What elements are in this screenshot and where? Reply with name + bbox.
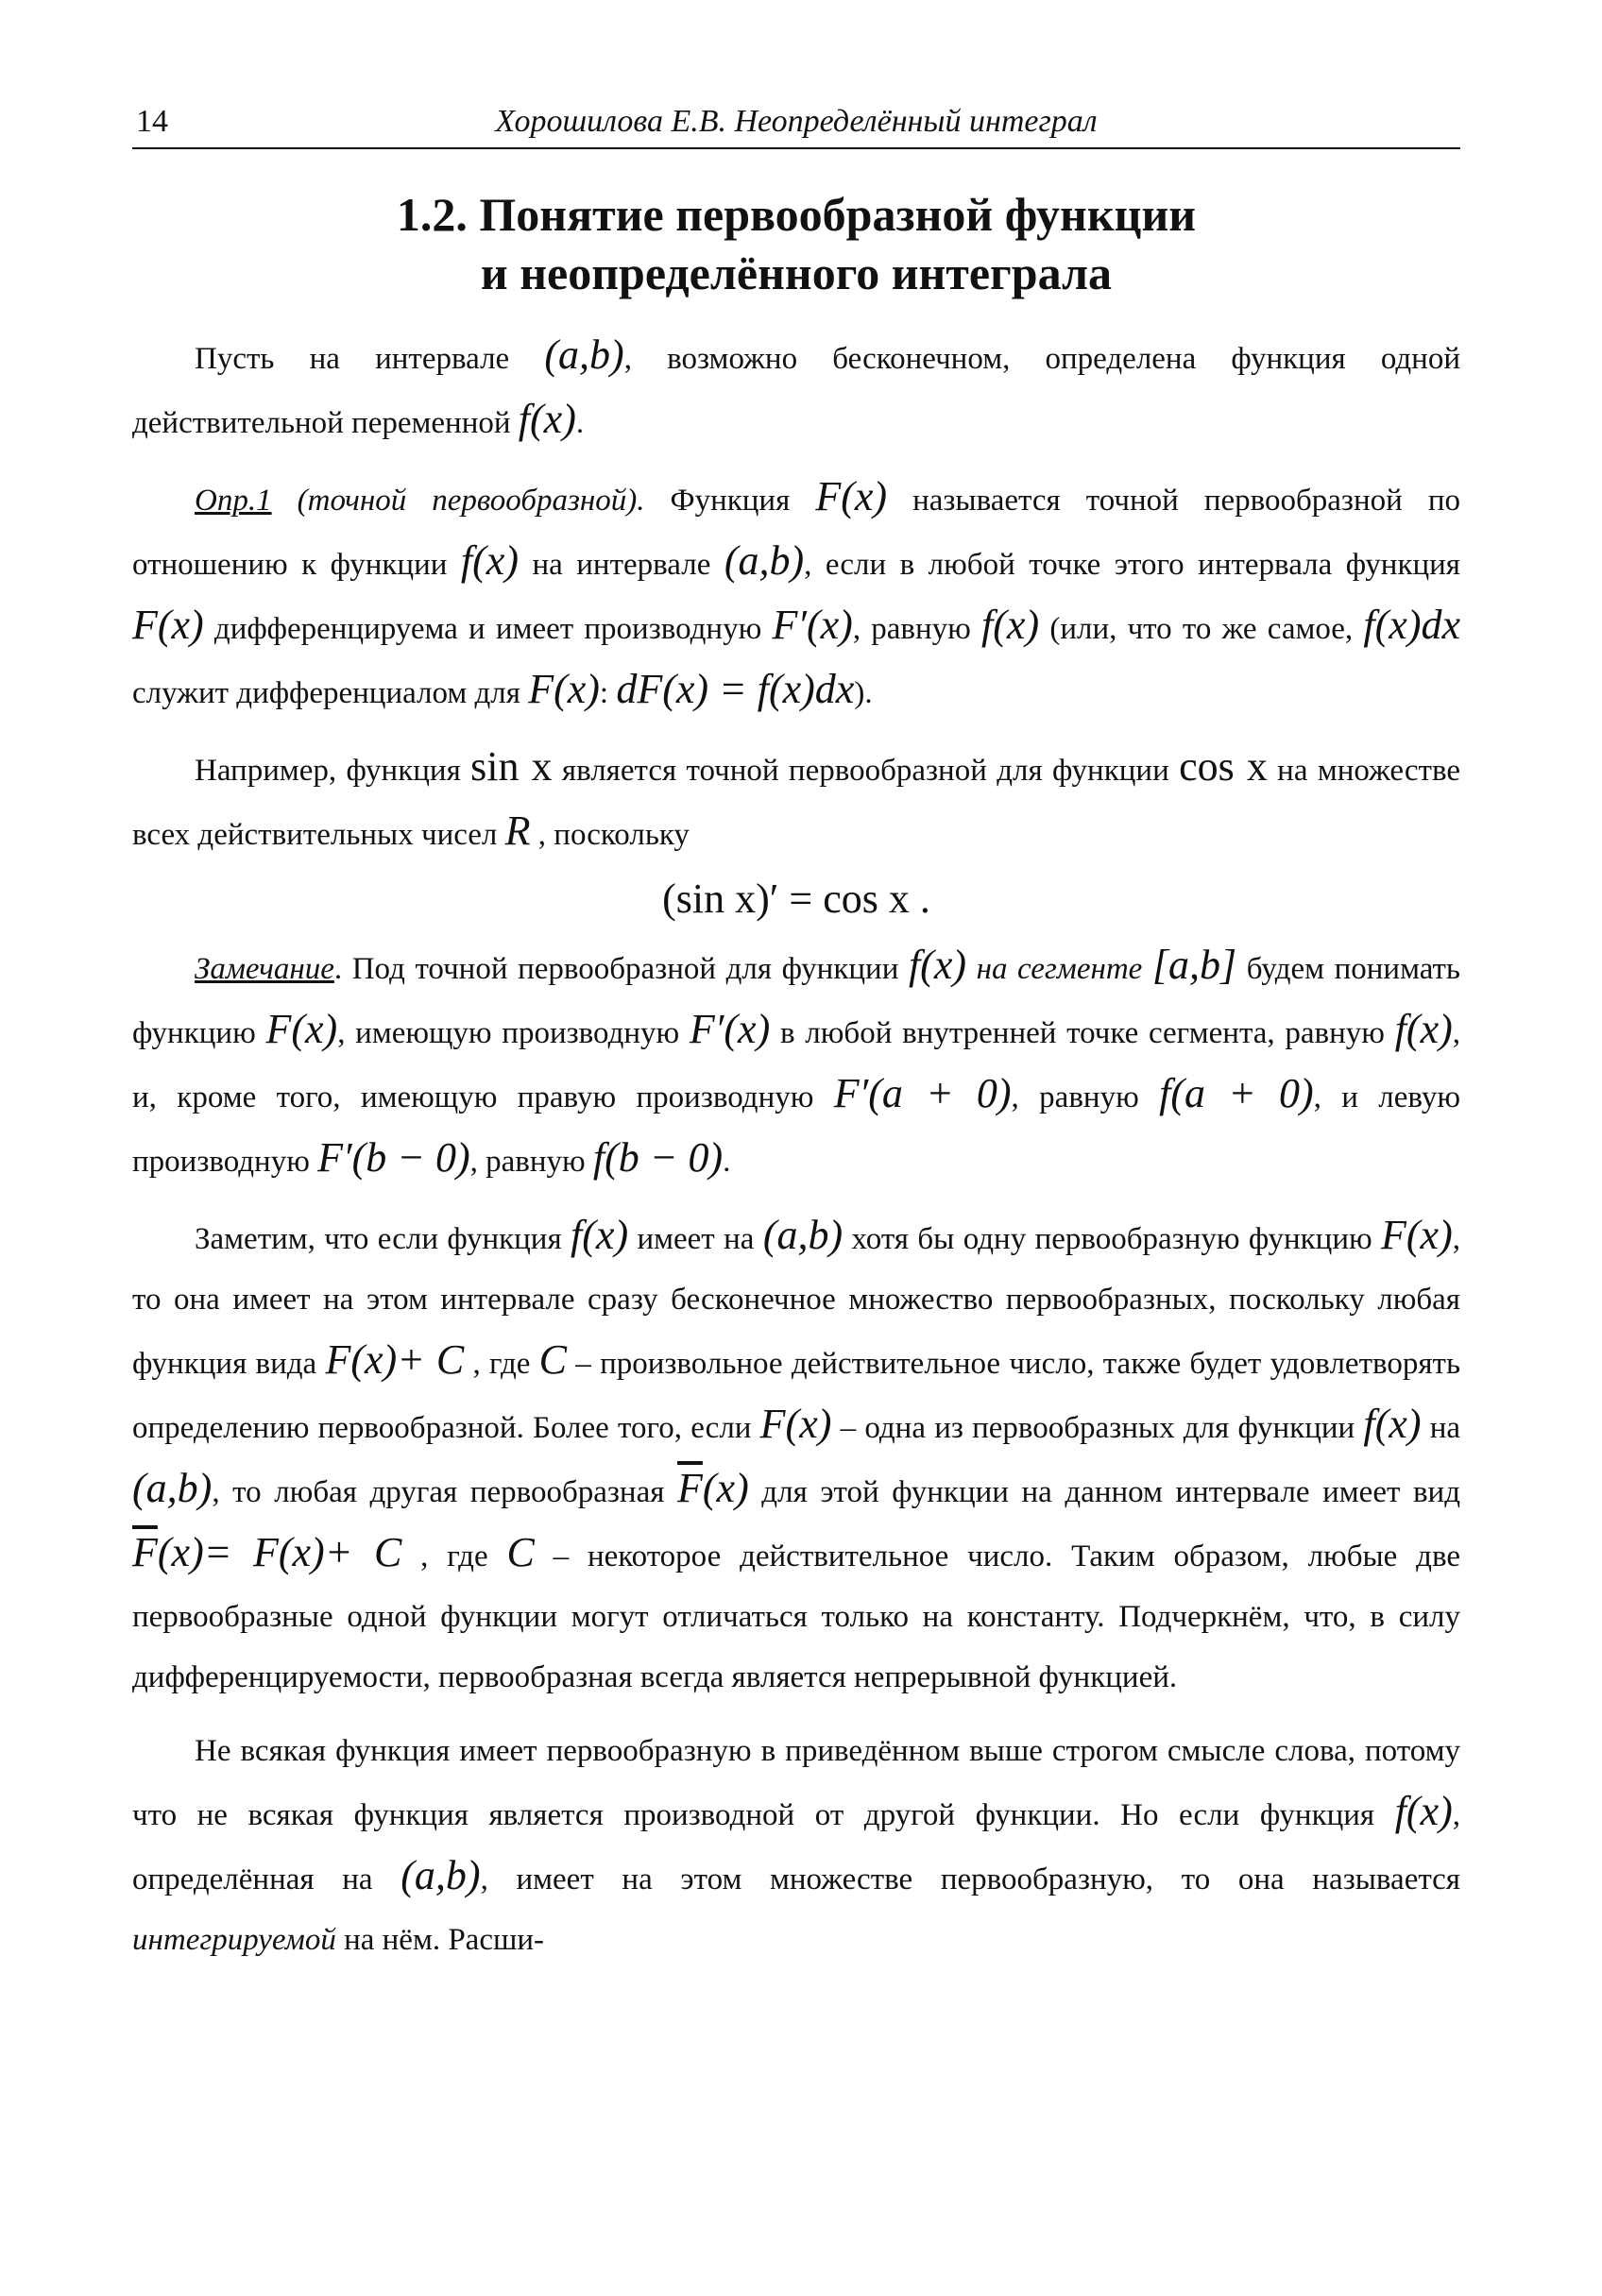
page-header <box>132 98 1460 149</box>
formula-sin-derivative: (sin x)′ = cos x . <box>662 876 930 922</box>
section-title-line2: и неопределённого интеграла <box>480 247 1113 299</box>
remark: Замечание. Под точной первообразной для функции f(x) на сегменте [a,b] будем понимать функцию F(x), имеющую производную F′(x) в любой внутренней точке сегмента, равную f(x), и, кроме того, имеющую правую производную F′(a + 0), равную f(a + 0), и левую производную F′(b − 0), равную f(b − 0). <box>132 942 1460 1181</box>
running-title: Хорошилова Е.В. Неопределённый интеграл <box>495 104 1098 139</box>
paragraph-antiderivatives: Заметим, что если функция f(x) имеет на (a,b) хотя бы одну первообразную функцию F(x), то она имеет на этом интервале сразу бесконечное множество первообразных, поскольку любая функция вида F(x)+ C , где C – произвольное действительное число, также будет удовлетворять определению первообразной. Более того, если F(x) – одна из первообразных для функции f(x) на (a,b), то любая другая первообразная $\overline{F}(x)$ для этой функции на данном интервале имеет вид $\overline{F}(x)= F(x)+ C$ , где C – некоторое действительное число. Таким образом, любые две первообразные одной функции могут отличаться только на константу. Подчеркнём, что, в силу дифференцируемости, первообразная всегда является непрерывной функцией. <box>132 1212 1460 1694</box>
paragraph-integrable: Не всякая функция имеет первообразную в приведённом выше строгом смысле слова, потому что не всякая функция является производной от другой функции. Но если функция f(x), определённая на (a,b), имеет на этом множестве первообразную, то она называется интегрируемой на нём. Расши- <box>132 1734 1460 1957</box>
paragraph-example: Например, функция sin x является точной первообразной для функции cos x на множестве всех действительных чисел R , поскольку <box>132 743 1460 854</box>
remark-label: Замечание <box>195 952 334 986</box>
body-text <box>132 325 1460 1970</box>
definition-1: Опр.1 (точной первообразной). Функция F(x) называется точной первообразной по отношению к функции f(x) на интервале (a,b), если в любой точке этого интервала функция F(x) дифференцируема и имеет производную F′(x), равную f(x) (или, что то же самое, f(x)dx служит дифференциалом для F(x): dF(x) = f(x)dx). <box>132 473 1460 712</box>
section-title <box>132 185 1460 302</box>
term-integrable: интегрируемой <box>132 1923 336 1957</box>
definition-label: Опр.1 <box>195 484 272 518</box>
page-number: 14 <box>136 104 168 139</box>
section-title-line1: 1.2. Понятие первообразной функции <box>396 188 1197 241</box>
paragraph-intro: Пусть на интервале (a,b), возможно бесконечном, определена функция одной действительной переменной f(x). <box>132 332 1461 442</box>
